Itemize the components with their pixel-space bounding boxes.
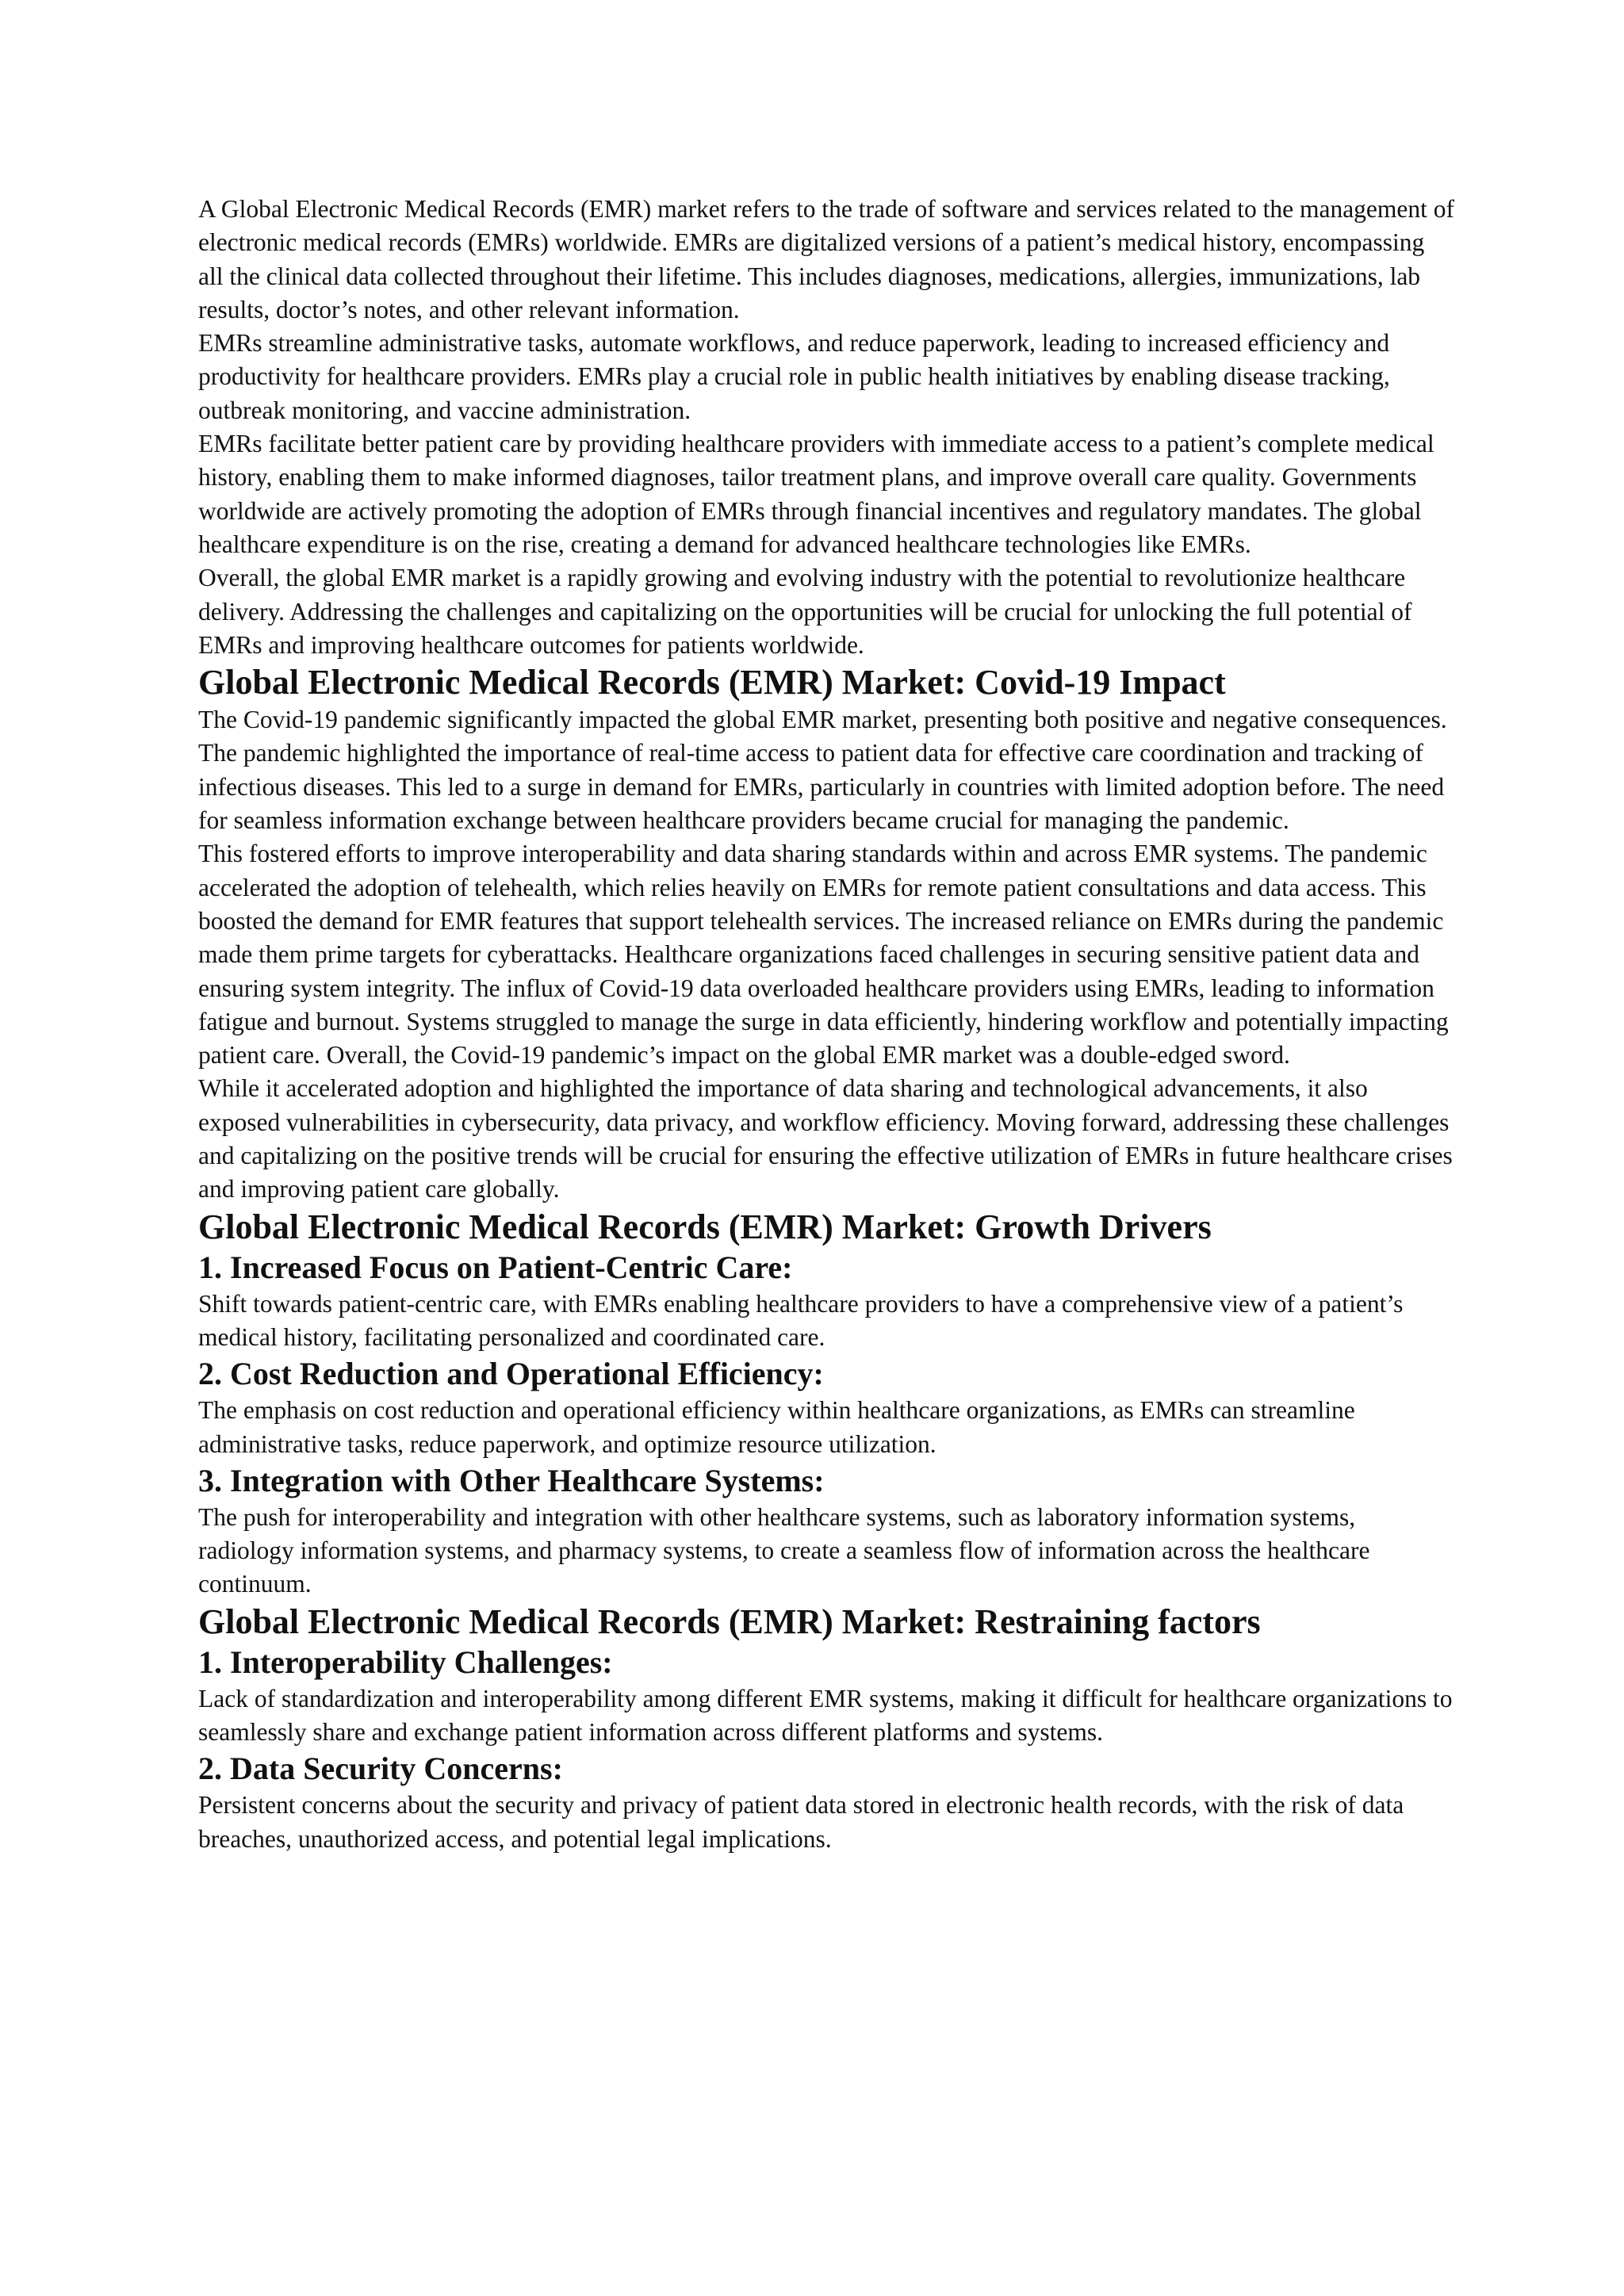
document-page <box>198 193 1455 1856</box>
covid-paragraph-2: This fostered efforts to improve interoperability and data sharing standards within and across EMR systems. The pandemic accelerated the adoption of telehealth, which relies heavily on EMRs for remote patient consultations and data access. This boosted the demand for EMR features that support telehealth services. The increased reliance on EMRs during the pandemic made them prime targets for cyberattacks. Healthcare organizations faced challenges in securing sensitive patient data and ensuring system integrity. The influx of Covid-19 data overloaded healthcare providers using EMRs, leading to information fatigue and burnout. Systems struggled to manage the surge in data efficiently, hindering workflow and potentially impacting patient care. Overall, the Covid-19 pandemic’s impact on the global EMR market was a double-edged sword. <box>198 840 1449 1070</box>
growth-drivers-heading: Global Electronic Medical Records (EMR) Market: Growth Drivers <box>198 1207 1212 1246</box>
restraint-2-title: 2. Data Security Concerns: <box>198 1751 563 1787</box>
driver-3-body: The push for interoperability and integration with other healthcare systems, such as laboratory information systems, radiology information systems, and pharmacy systems, to create a seamless flow of information across the healthcare continuum. <box>198 1502 1370 1598</box>
intro-paragraph-3: EMRs facilitate better patient care by providing healthcare providers with immediate access to a patient’s complete medical history, enabling them to make informed diagnoses, tailor treatment plans, and improve overall care quality. Governments worldwide are actively promoting the adoption of EMRs through financial incentives and regulatory mandates. The global healthcare expenditure is on the rise, creating a demand for advanced healthcare technologies like EMRs. <box>198 430 1434 558</box>
covid-paragraph-3: While it accelerated adoption and highlighted the importance of data sharing and technological advancements, it also exposed vulnerabilities in cybersecurity, data privacy, and workflow efficiency. Moving forward, addressing these challenges and capitalizing on the positive trends will be crucial for ensuring the effective utilization of EMRs in future healthcare crises and improving patient care globally. <box>198 1074 1453 1203</box>
covid-paragraph-1: The Covid-19 pandemic significantly impacted the global EMR market, presenting both positive and negative consequences. The pandemic highlighted the importance of real-time access to patient data for effective care coordination and tracking of infectious diseases. This led to a surge in demand for EMRs, particularly in countries with limited adoption before. The need for seamless information exchange between healthcare providers became crucial for managing the pandemic. <box>198 706 1447 835</box>
intro-paragraph-2: EMRs streamline administrative tasks, automate workflows, and reduce paperwork, leading to increased efficiency and productivity for healthcare providers. EMRs play a crucial role in public health initiatives by enabling disease tracking, outbreak monitoring, and vaccine administration. <box>198 329 1390 424</box>
restraining-factors-heading: Global Electronic Medical Records (EMR) Market: Restraining factors <box>198 1601 1261 1641</box>
intro-paragraph-1: A Global Electronic Medical Records (EMR) market refers to the trade of software and services related to the management of electronic medical records (EMRs) worldwide. EMRs are digitalized versions of a patient’s medical history, encompassing all the clinical data collected throughout their lifetime. This includes diagnoses, medications, allergies, immunizations, lab results, doctor’s notes, and other relevant information. <box>198 195 1455 323</box>
restraint-2-body: Persistent concerns about the security and privacy of patient data stored in electronic health records, with the risk of data breaches, unauthorized access, and potential legal implications. <box>198 1791 1404 1853</box>
driver-3-title: 3. Integration with Other Healthcare Systems: <box>198 1462 825 1498</box>
intro-paragraph-4: Overall, the global EMR market is a rapidly growing and evolving industry with the potential to revolutionize healthcare delivery. Addressing the challenges and capitalizing on the opportunities will be crucial for unlocking the full potential of EMRs and improving healthcare outcomes for patients worldwide. <box>198 564 1412 659</box>
driver-1-body: Shift towards patient-centric care, with EMRs enabling healthcare providers to have a comprehensive view of a patient’s medical history, facilitating personalized and coordinated care. <box>198 1289 1404 1351</box>
driver-2-title: 2. Cost Reduction and Operational Efficiency: <box>198 1356 824 1392</box>
restraint-1-title: 1. Interoperability Challenges: <box>198 1644 613 1680</box>
covid-impact-heading: Global Electronic Medical Records (EMR) Market: Covid-19 Impact <box>198 663 1226 702</box>
restraint-1-body: Lack of standardization and interoperability among different EMR systems, making it difficult for healthcare organizations to seamlessly share and exchange patient information across different platforms and systems. <box>198 1684 1453 1746</box>
driver-2-body: The emphasis on cost reduction and operational efficiency within healthcare organizations, as EMRs can streamline administrative tasks, reduce paperwork, and optimize resource utilization. <box>198 1396 1355 1458</box>
driver-1-title: 1. Increased Focus on Patient-Centric Care: <box>198 1249 793 1285</box>
